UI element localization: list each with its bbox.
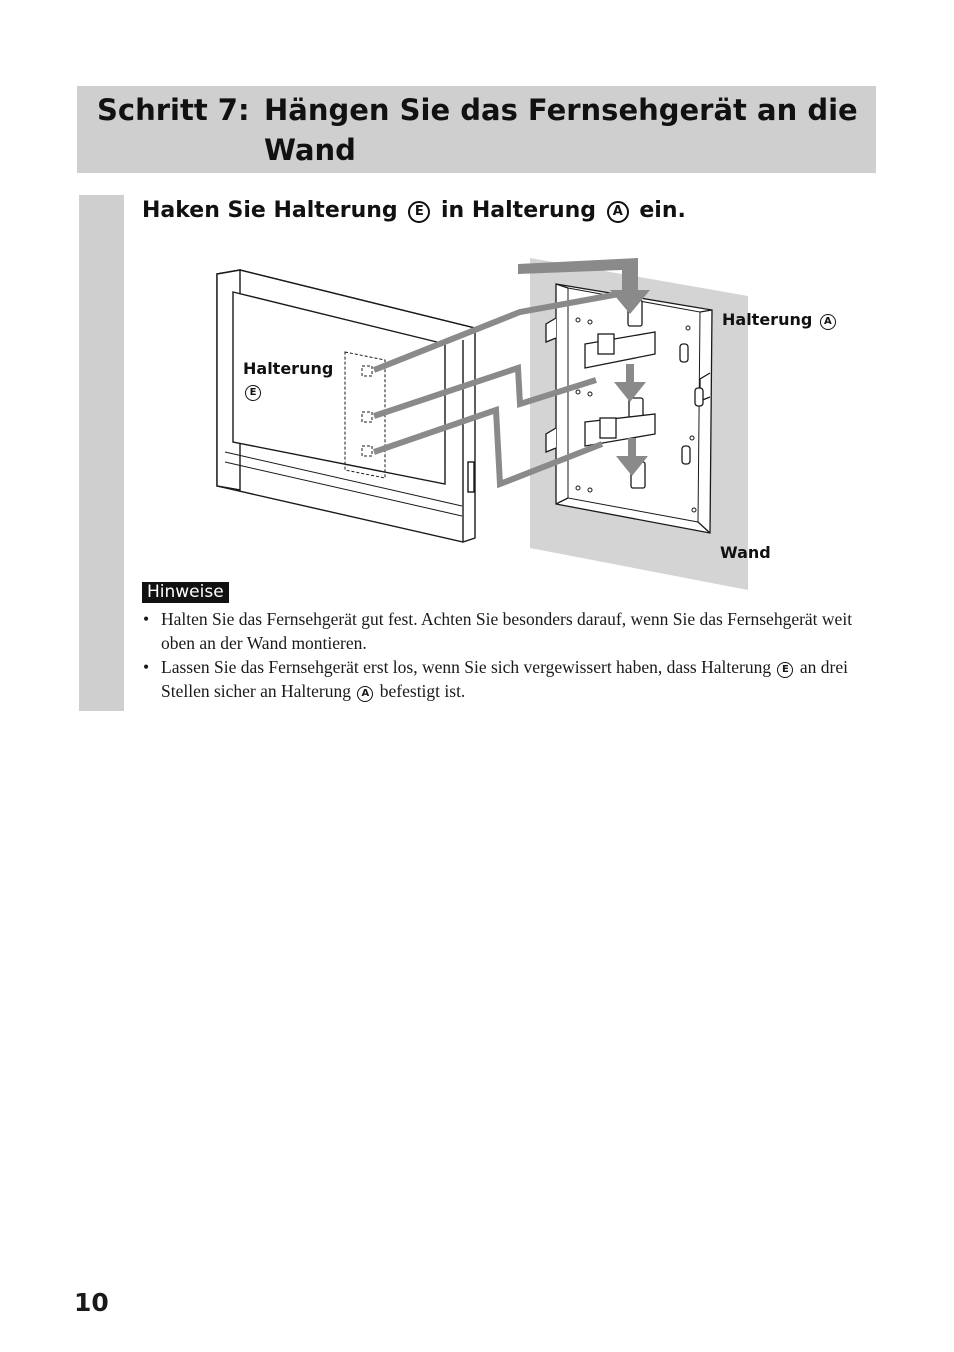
wall-bracket: [546, 284, 712, 533]
bracket-a-mark: A: [607, 201, 629, 223]
tv-bracket-label: Halterung: [243, 359, 334, 378]
section-title-bar: [77, 86, 876, 173]
notes-label: Hinweise: [142, 582, 229, 603]
tv-bracket-callout: [243, 358, 333, 402]
list-item: [142, 655, 854, 703]
bracket-a-mark: A: [357, 686, 373, 702]
section-number: Schritt 7:: [97, 93, 250, 127]
list-item: [142, 607, 854, 655]
wall-bracket-label: Halterung: [722, 310, 813, 329]
instruction-part2: in Halterung: [441, 198, 597, 223]
tv-set: [217, 270, 475, 542]
bullet: •: [143, 609, 150, 629]
wall-label: Wand: [720, 543, 771, 562]
section-title: Hängen Sie das Fernsehgerät an die Wand: [264, 93, 858, 167]
tv-bracket-mark: E: [245, 385, 261, 401]
instruction-part3: ein.: [639, 198, 686, 223]
notes-list: [142, 607, 854, 703]
wall-bracket-callout: [722, 309, 838, 331]
note-text-part1: Lassen Sie das Fernsehgerät erst los, wenn Sie sich vergewissert haben, dass Halterung: [161, 657, 772, 677]
bracket-e-mark: E: [408, 201, 430, 223]
note-text: Halten Sie das Fernsehgerät gut fest. Achten Sie besonders darauf, wenn Sie das Fernsehgerät weit oben an der Wand montieren.: [161, 609, 853, 653]
note-text-part2: an drei Stellen sicher an Halterung: [161, 657, 848, 701]
note-text-part3: befestigt ist.: [379, 681, 466, 701]
page-number: 10: [74, 1288, 109, 1317]
instruction-heading: [142, 196, 686, 226]
bullet: •: [143, 657, 150, 677]
side-band: [79, 195, 124, 711]
wall-bracket-mark: A: [820, 314, 836, 330]
mounting-diagram: [200, 248, 850, 593]
instruction-part1: Haken Sie Halterung: [142, 198, 398, 223]
bracket-e-mark: E: [777, 662, 793, 678]
